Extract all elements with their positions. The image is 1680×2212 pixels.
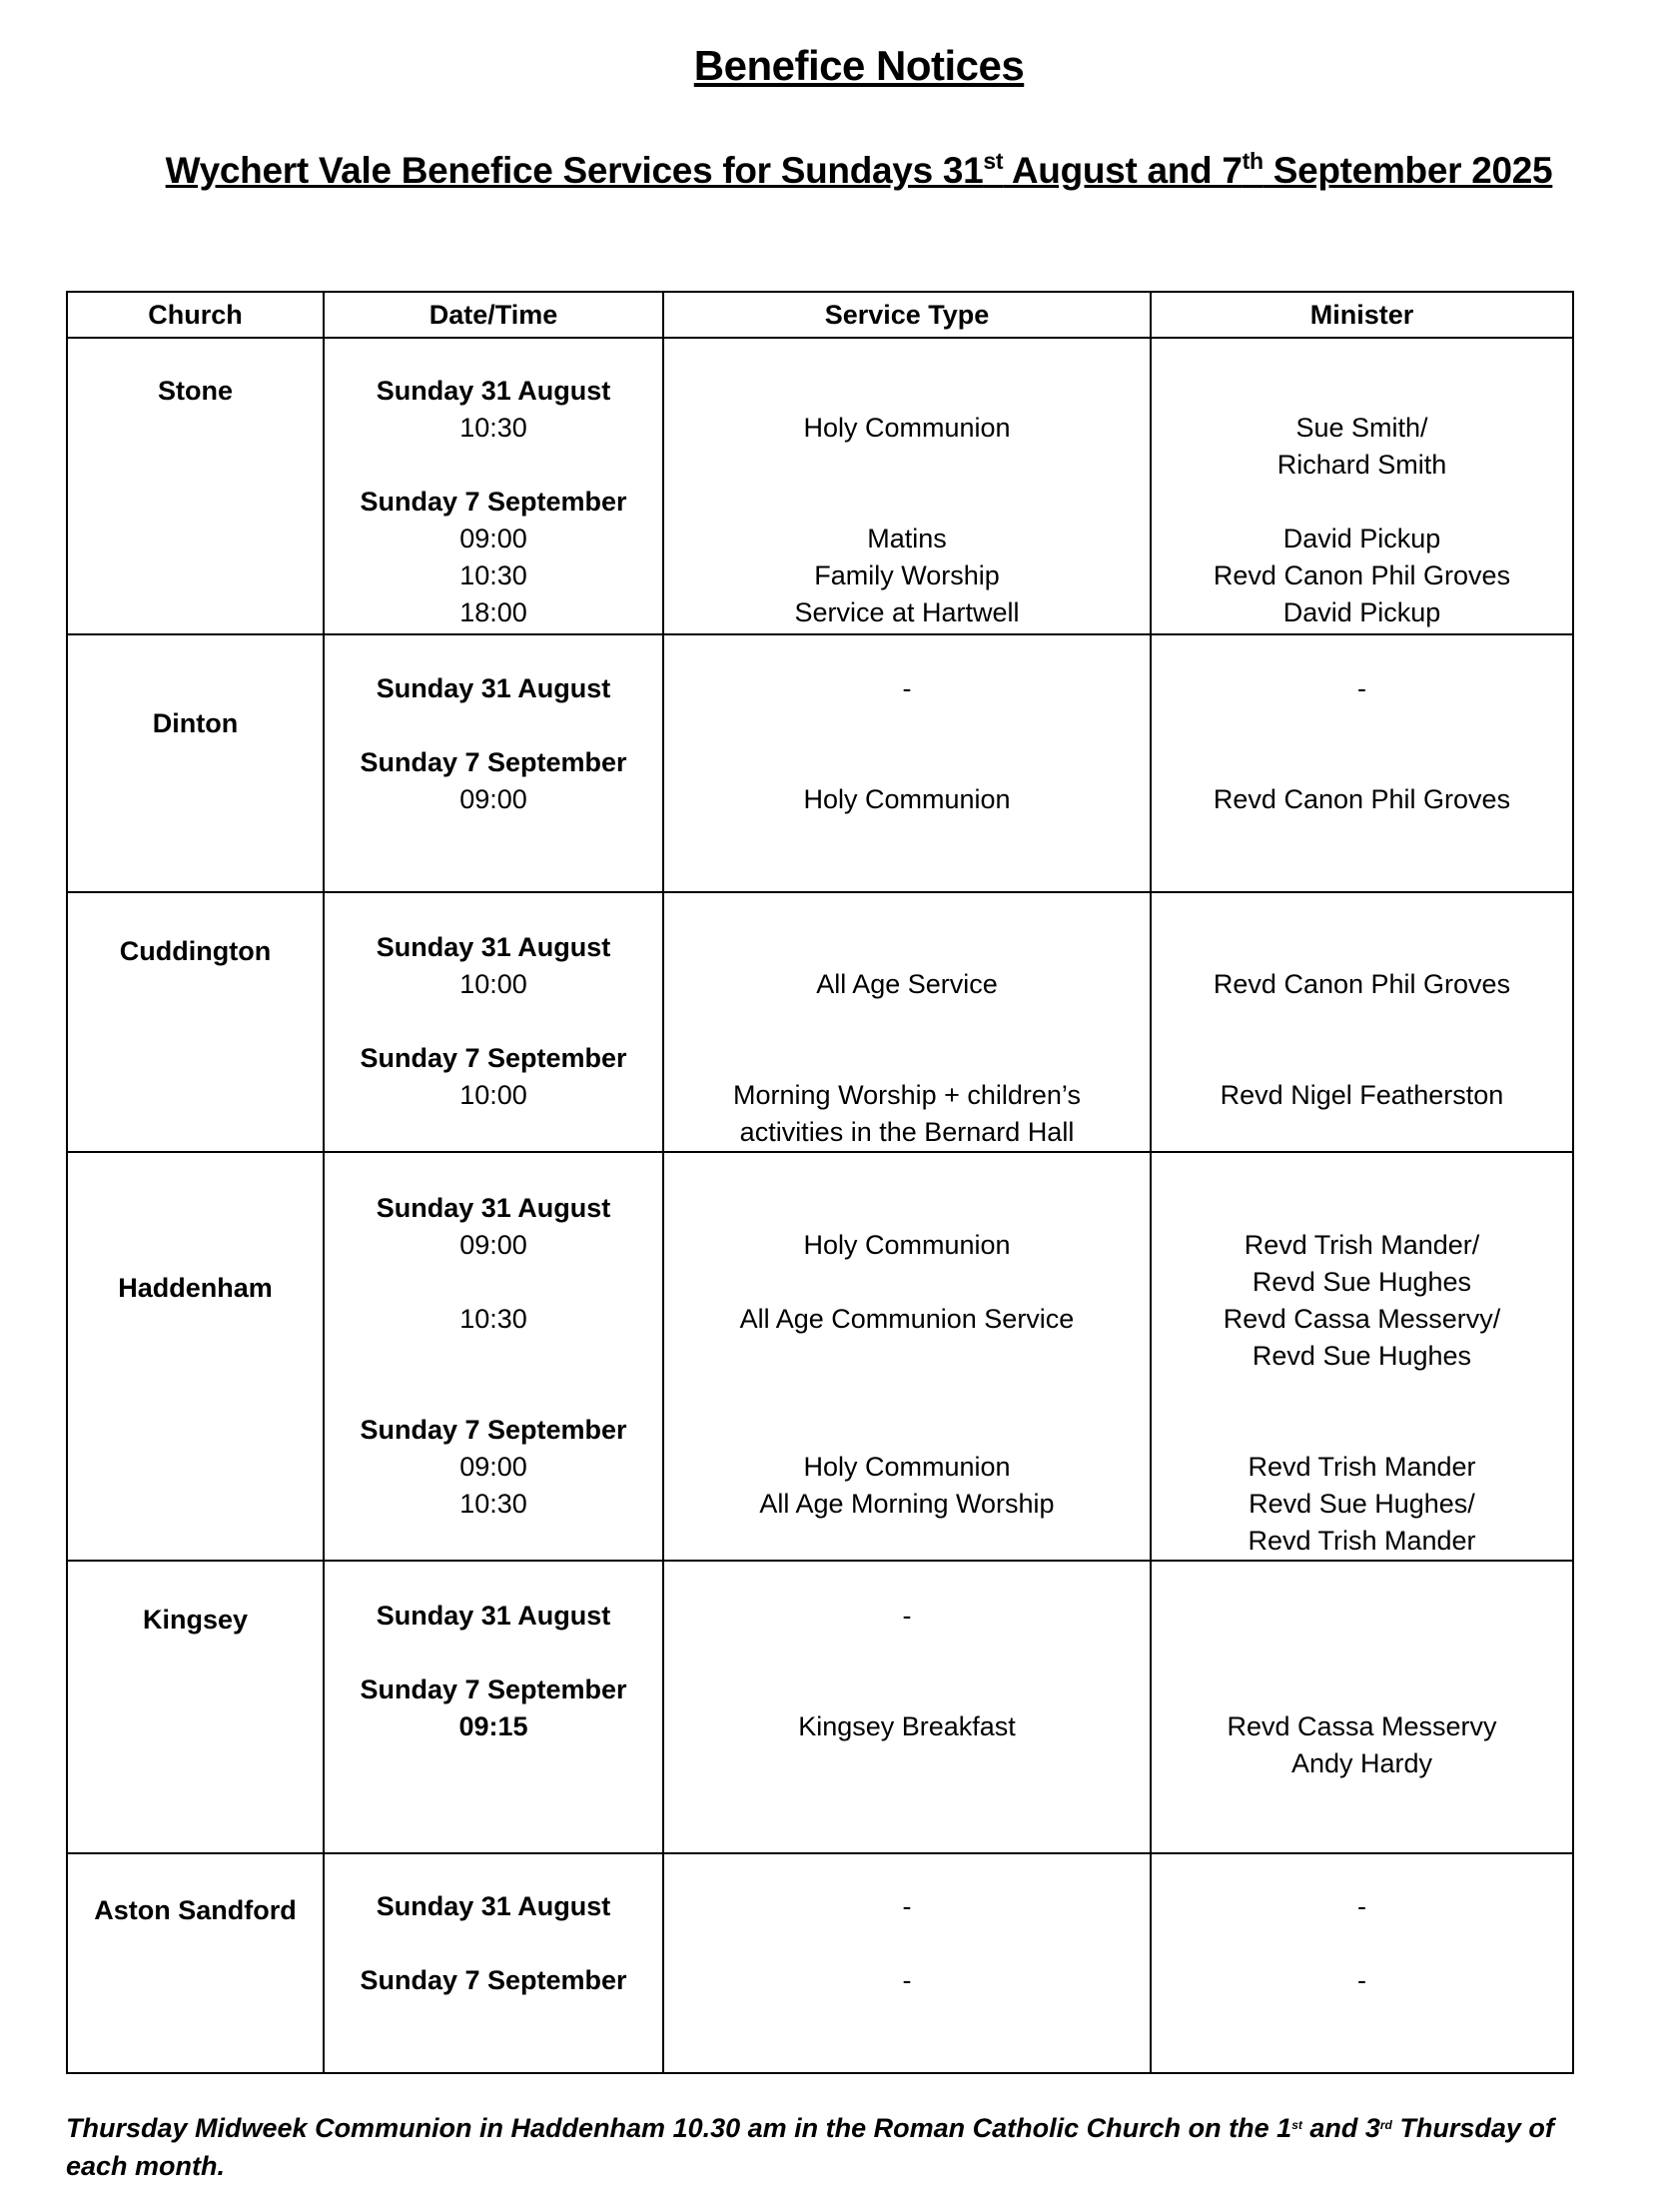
church-cell <box>67 634 324 892</box>
table-row-kingsey <box>67 1561 1573 1853</box>
column-header-service-type: Service Type <box>663 292 1151 338</box>
footnote-text-2: and 3 <box>1301 2113 1380 2143</box>
minister-name: - <box>1357 1965 1366 1995</box>
minister-cell <box>1151 338 1573 634</box>
church-name: Dinton <box>152 708 239 738</box>
church-cell <box>67 338 324 634</box>
service-time: 10:00 <box>459 969 527 999</box>
service-time: 10:30 <box>459 560 527 590</box>
minister-cell <box>1151 1853 1573 2073</box>
service-time: 09:00 <box>459 524 527 553</box>
service-time: 09:00 <box>459 1230 527 1260</box>
service-type: All Age Morning Worship <box>759 1489 1055 1519</box>
church-cell <box>67 1561 324 1853</box>
footnote-superscript-1: st <box>1291 2118 1302 2132</box>
church-cell <box>67 892 324 1152</box>
church-cell <box>67 1152 324 1561</box>
church-name: Kingsey <box>142 1605 249 1635</box>
service-type: - <box>902 673 912 703</box>
minister-name: Revd Trish Mander <box>1248 1452 1476 1482</box>
minister-name: David Pickup <box>1282 597 1441 627</box>
minister-name: Revd Canon Phil Groves <box>1213 784 1511 814</box>
church-name: Haddenham <box>118 1273 273 1303</box>
footnote-text-3: Thursday of each month. <box>66 2113 1554 2181</box>
date-time-cell <box>324 892 663 1152</box>
service-time: 10:00 <box>459 1080 527 1110</box>
service-date: Sunday 31 August <box>376 1193 611 1223</box>
service-date: Sunday 7 September <box>360 1965 627 1995</box>
minister-cell <box>1151 1561 1573 1853</box>
services-table <box>66 291 1574 2074</box>
service-type-cell <box>663 1152 1151 1561</box>
service-date: Sunday 31 August <box>376 932 611 962</box>
subtitle-text-1: Wychert Vale Benefice Services for Sundays 31 <box>165 150 984 191</box>
service-type: - <box>902 1601 912 1631</box>
footnote <box>66 2106 1584 2185</box>
church-cell <box>67 1853 324 2073</box>
service-type-cell <box>663 634 1151 892</box>
service-type: Holy Communion <box>803 1230 1011 1260</box>
service-date: Sunday 7 September <box>360 1415 627 1445</box>
table-row-cuddington <box>67 892 1573 1152</box>
service-type: Holy Communion <box>803 784 1011 814</box>
church-name: Stone <box>157 376 233 406</box>
service-date: Sunday 31 August <box>376 673 611 703</box>
minister-cell <box>1151 892 1573 1152</box>
subtitle-text-3: September 2025 <box>1262 150 1553 191</box>
service-type: Matins <box>867 524 947 553</box>
subtitle-superscript-2: th <box>1242 148 1263 174</box>
minister-name: Revd Trish Mander/ <box>1244 1230 1480 1260</box>
table-row-stone <box>67 338 1573 634</box>
minister-name: Revd Canon Phil Groves <box>1213 560 1511 590</box>
date-time-cell <box>324 1561 663 1853</box>
minister-name: Andy Hardy <box>1290 1748 1433 1778</box>
minister-name: Revd Canon Phil Groves <box>1213 969 1511 999</box>
minister-name: - <box>1357 673 1366 703</box>
table-header-row <box>67 292 1573 338</box>
service-date: Sunday 31 August <box>376 1601 611 1631</box>
service-time: 09:15 <box>458 1711 528 1741</box>
service-type-cell <box>663 1853 1151 2073</box>
service-type: - <box>902 1965 912 1995</box>
service-date: Sunday 7 September <box>360 747 627 777</box>
service-time: 18:00 <box>459 597 527 627</box>
column-header-minister: Minister <box>1151 292 1573 338</box>
minister-name: Sue Smith/ <box>1295 413 1428 443</box>
minister-name: Revd Sue Hughes <box>1252 1267 1472 1297</box>
minister-name: Revd Cassa Messervy <box>1227 1711 1497 1741</box>
church-name: Cuddington <box>119 936 272 966</box>
service-type: activities in the Bernard Hall <box>739 1117 1075 1147</box>
subtitle-text-2: August and 7 <box>1003 150 1243 191</box>
service-time: 10:30 <box>459 413 527 443</box>
service-type: Holy Communion <box>803 413 1011 443</box>
table-row-aston-sandford <box>67 1853 1573 2073</box>
service-time: 10:30 <box>459 1304 527 1334</box>
date-time-cell <box>324 1853 663 2073</box>
minister-name: David Pickup <box>1282 524 1441 553</box>
service-time: 09:00 <box>459 784 527 814</box>
subtitle-superscript-1: st <box>983 148 1004 174</box>
footnote-superscript-2: rd <box>1379 2118 1392 2132</box>
service-type: Holy Communion <box>803 1452 1011 1482</box>
service-date: Sunday 31 August <box>376 1891 611 1921</box>
table-row-haddenham <box>67 1152 1573 1561</box>
table-row-dinton <box>67 634 1573 892</box>
service-type: Morning Worship + children’s <box>733 1080 1081 1110</box>
service-date: Sunday 7 September <box>360 1674 627 1704</box>
church-name: Aston Sandford <box>94 1895 297 1925</box>
minister-name: Revd Sue Hughes <box>1252 1341 1472 1371</box>
service-type-cell <box>663 892 1151 1152</box>
date-time-cell <box>324 1152 663 1561</box>
date-time-cell <box>324 338 663 634</box>
service-time: 09:00 <box>459 1452 527 1482</box>
minister-cell <box>1151 634 1573 892</box>
service-type: All Age Service <box>816 969 998 999</box>
service-type-cell <box>663 338 1151 634</box>
service-type-cell <box>663 1561 1151 1853</box>
service-type: Kingsey Breakfast <box>798 1711 1016 1741</box>
service-date: Sunday 7 September <box>360 1043 627 1073</box>
minister-name: Revd Trish Mander <box>1248 1526 1476 1556</box>
minister-name: Revd Nigel Featherston <box>1220 1080 1504 1110</box>
date-time-cell <box>324 634 663 892</box>
column-header-date-time: Date/Time <box>324 292 663 338</box>
column-header-church: Church <box>67 292 324 338</box>
service-type: All Age Communion Service <box>739 1304 1075 1334</box>
minister-name: Richard Smith <box>1276 450 1447 480</box>
service-type: Family Worship <box>814 560 1000 590</box>
page-title: Benefice Notices <box>693 42 1025 89</box>
minister-name: Revd Sue Hughes/ <box>1249 1489 1475 1519</box>
footnote-text-1: Thursday Midweek Communion in Haddenham 10.30 am in the Roman Catholic Church on the 1 <box>66 2113 1292 2143</box>
service-type: Service at Hartwell <box>794 597 1020 627</box>
service-date: Sunday 7 September <box>360 487 627 517</box>
minister-name: Revd Cassa Messervy/ <box>1223 1304 1501 1334</box>
service-type: - <box>902 1891 912 1921</box>
page-subtitle <box>0 148 1680 192</box>
minister-cell <box>1151 1152 1573 1561</box>
service-time: 10:30 <box>459 1489 527 1519</box>
service-date: Sunday 31 August <box>376 376 611 406</box>
minister-name: - <box>1357 1891 1366 1921</box>
